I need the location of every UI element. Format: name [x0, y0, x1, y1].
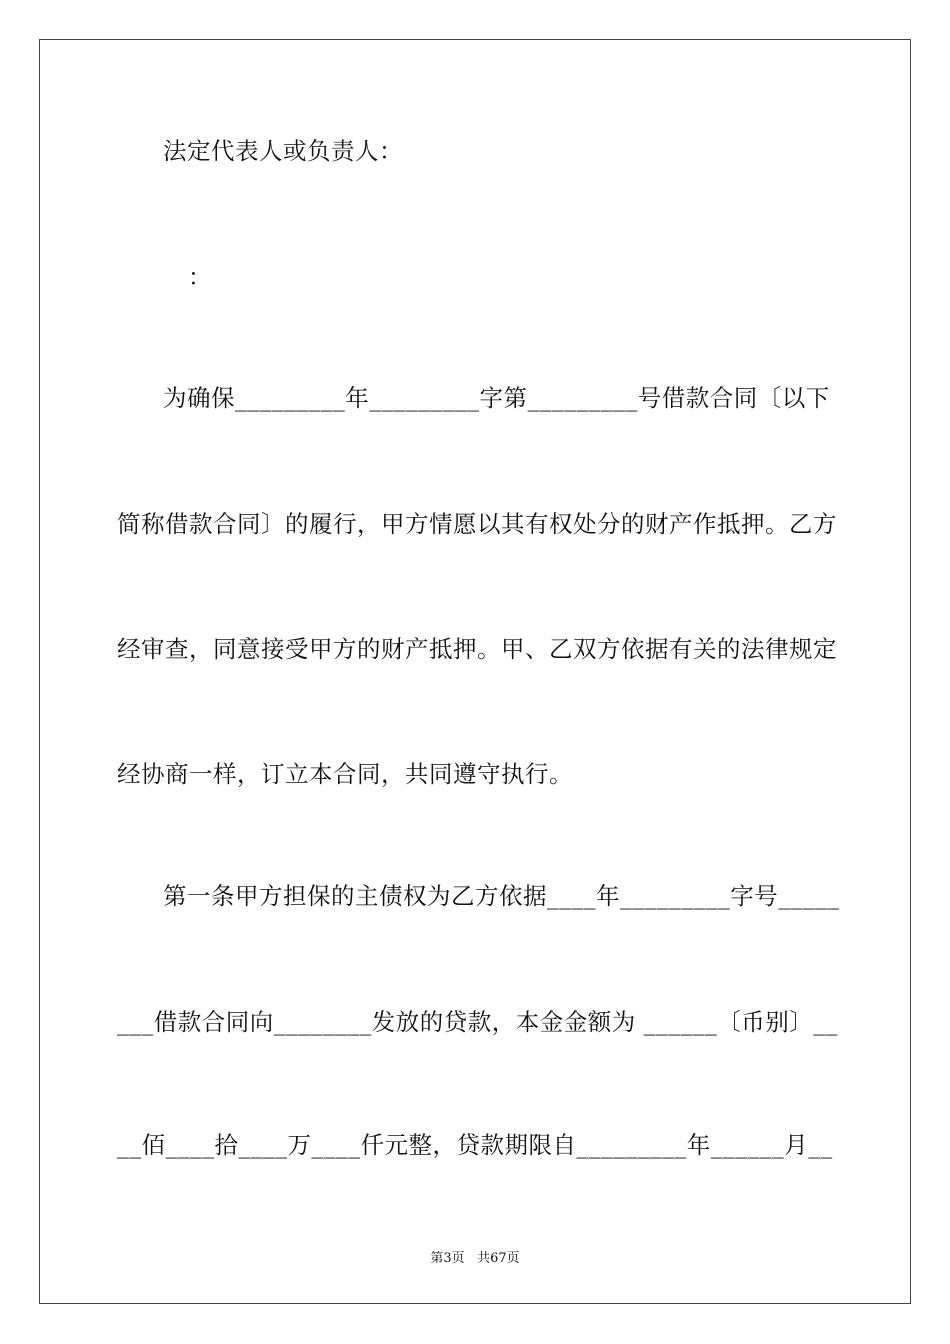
- page-total: 共67页: [477, 1251, 520, 1266]
- text-line-para1-4: 经协商一样，订立本合同，共同遵守执行。: [117, 760, 573, 788]
- page-footer: [0, 1247, 950, 1266]
- text-line-para1-2: 简称借款合同〕的履行，甲方情愿以其有权处分的财产作抵押。乙方: [117, 510, 837, 538]
- text-line-article1-2: ___借款合同向________发放的贷款，本金金额为 ______〔币别〕__: [117, 1008, 838, 1036]
- text-line-colon: ：: [188, 263, 212, 291]
- text-line-legal-rep: 法定代表人或负责人：: [163, 137, 403, 165]
- text-line-article1-3: __佰____拾____万____仟元整，贷款期限自_________年______月__: [117, 1131, 833, 1159]
- text-line-article1-1: 第一条甲方担保的主债权为乙方依据____年_________字号_____: [163, 882, 840, 910]
- page-frame: [39, 39, 911, 1304]
- text-line-para1-3: 经审查，同意接受甲方的财产抵押。甲、乙双方依据有关的法律规定: [117, 635, 837, 663]
- text-line-para1-1: 为确保_________年_________字第_________号借款合同〔以下: [163, 384, 830, 412]
- page-number: 第3页: [430, 1251, 465, 1266]
